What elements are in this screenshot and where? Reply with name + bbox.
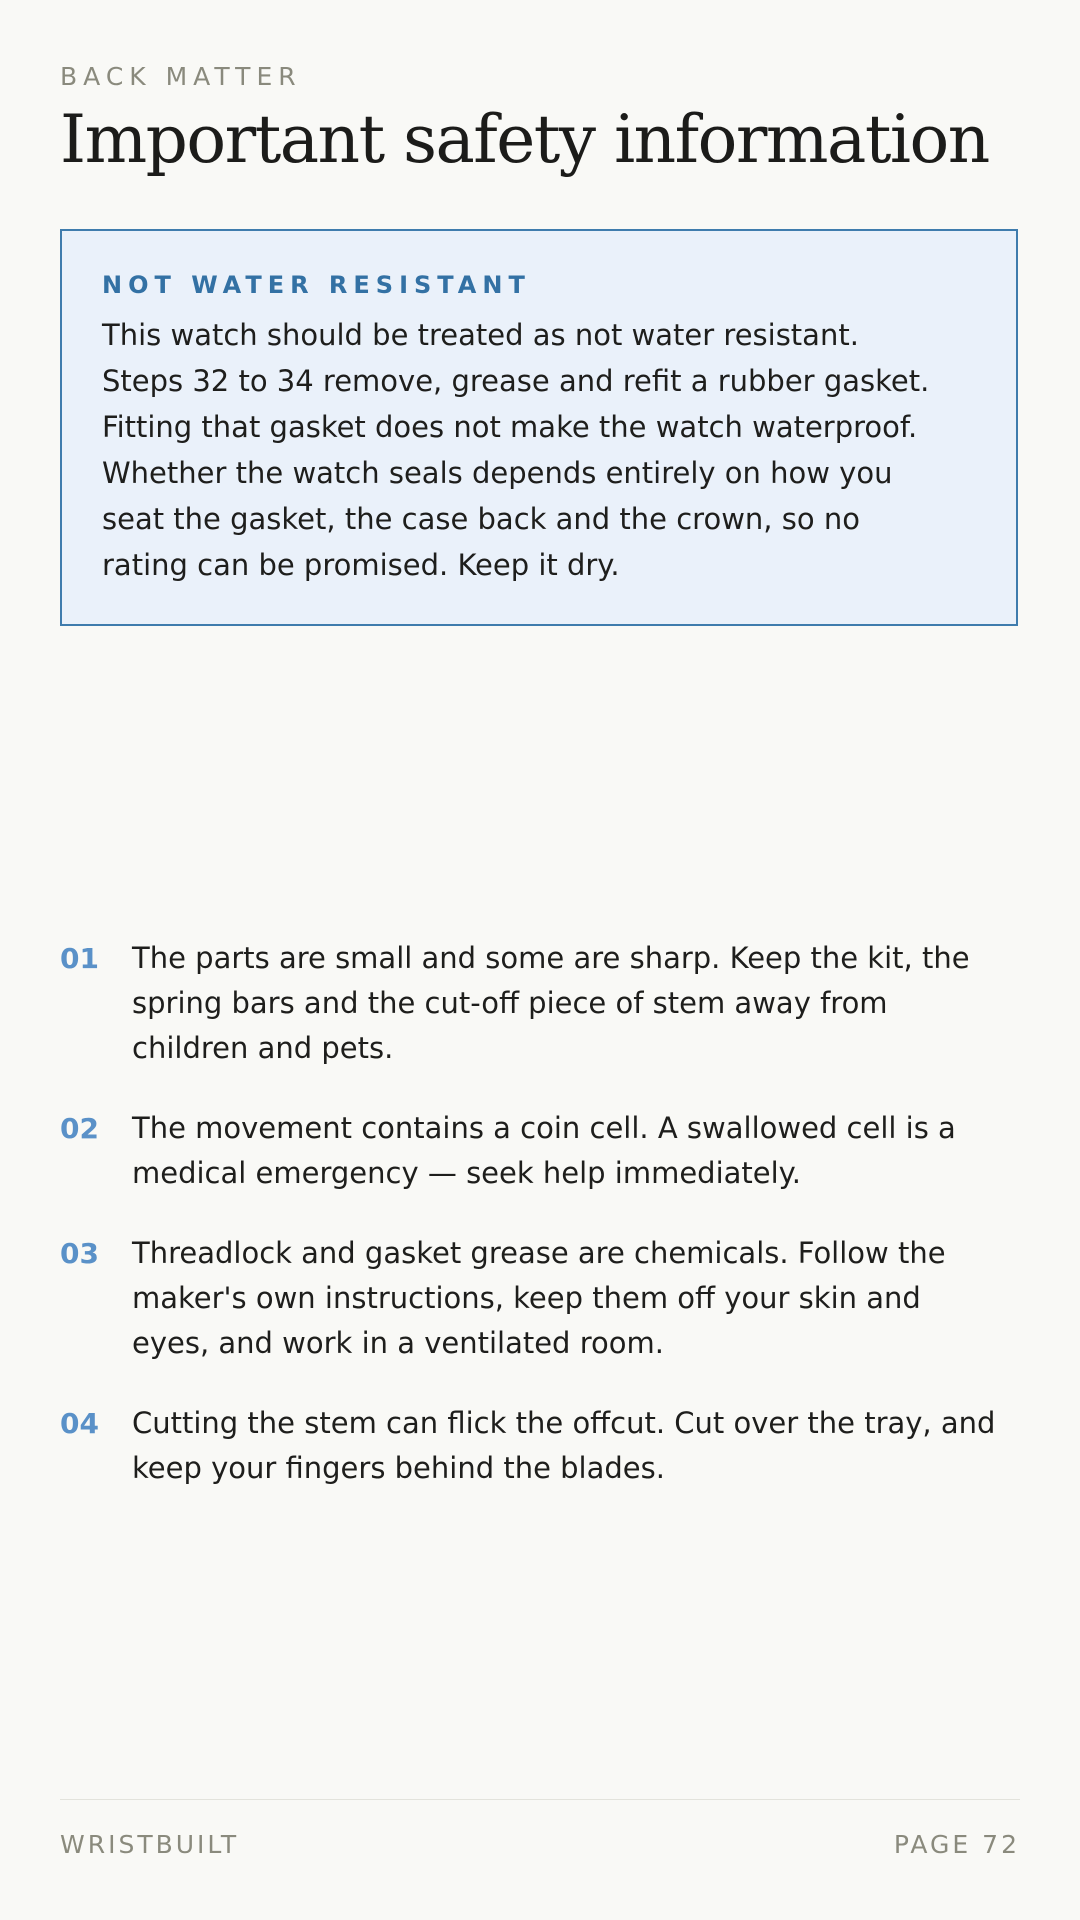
item-number: 01 <box>60 942 99 975</box>
item-line: maker's own instructions, keep them off your skin and <box>132 1281 921 1315</box>
section-eyebrow: BACK MATTER <box>60 62 302 91</box>
warning-line: rating can be promised. Keep it dry. <box>102 547 620 582</box>
item-line: spring bars and the cut-off piece of stem away from <box>132 986 888 1020</box>
item-line: Threadlock and gasket grease are chemicals. Follow the <box>132 1236 946 1270</box>
item-number: 03 <box>60 1237 99 1270</box>
item-text <box>132 1401 995 1491</box>
page-title: Important safety information <box>60 101 989 178</box>
page-number: PAGE 72 <box>893 1830 1020 1859</box>
item-line: eyes, and work in a ventilated room. <box>132 1326 664 1360</box>
item-line: medical emergency — seek help immediately. <box>132 1156 801 1190</box>
warning-callout <box>60 229 1018 626</box>
warning-line: Fitting that gasket does not make the watch waterproof. <box>102 409 918 444</box>
safety-item <box>60 1401 1020 1491</box>
item-line: The movement contains a coin cell. A swallowed cell is a <box>132 1111 956 1145</box>
warning-line: Steps 32 to 34 remove, grease and refit a rubber gasket. <box>102 363 930 398</box>
item-number: 04 <box>60 1407 99 1440</box>
warning-line: seat the gasket, the case back and the crown, so no <box>102 501 860 536</box>
safety-item <box>60 1231 1020 1366</box>
warning-body <box>102 312 976 588</box>
item-line: keep your fingers behind the blades. <box>132 1451 665 1485</box>
safety-item <box>60 1106 1020 1196</box>
item-text <box>132 936 970 1071</box>
page <box>60 0 1020 1920</box>
warning-line: This watch should be treated as not water resistant. <box>102 317 859 352</box>
item-number: 02 <box>60 1112 99 1145</box>
item-text <box>132 1231 946 1366</box>
item-text <box>132 1106 956 1196</box>
warning-heading: NOT WATER RESISTANT <box>102 271 531 299</box>
safety-item <box>60 936 1020 1071</box>
footer-brand: WRISTBUILT <box>60 1830 240 1859</box>
item-line: The parts are small and some are sharp. Keep the kit, the <box>132 941 970 975</box>
safety-list <box>60 936 1020 1526</box>
item-line: Cutting the stem can flick the offcut. Cut over the tray, and <box>132 1406 996 1440</box>
footer-divider <box>60 1799 1020 1800</box>
item-line: children and pets. <box>132 1031 394 1065</box>
warning-line: Whether the watch seals depends entirely on how you <box>102 455 893 490</box>
